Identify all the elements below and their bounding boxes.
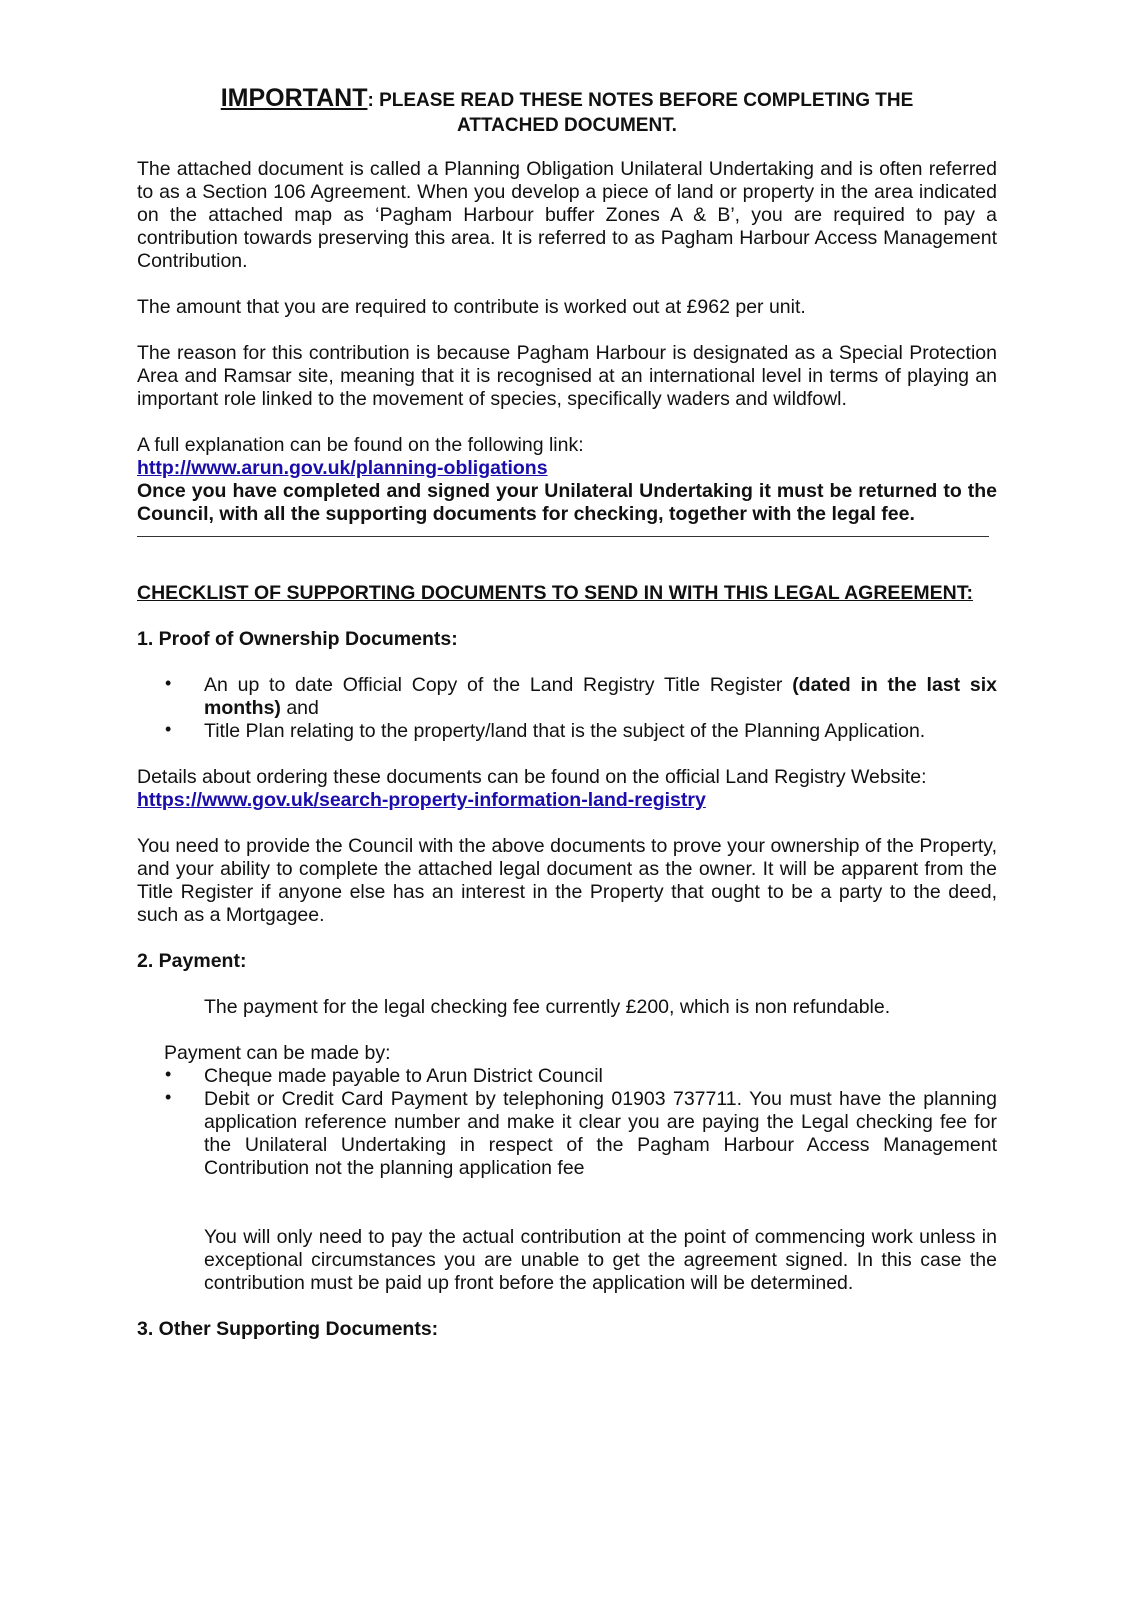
payment-methods-list [137, 1065, 997, 1180]
payment-intro: Payment can be made by: [164, 1042, 391, 1064]
title-line2: ATTACHED DOCUMENT. [457, 115, 677, 136]
bullet-2-text: Title Plan relating to the property/land that is the subject of the Planning Application. [204, 720, 926, 742]
bullet-1-bold: (dated in the last six months) [204, 674, 997, 719]
bullet-1-text: An up to date Official Copy of the Land Registry Title Register [204, 674, 793, 696]
bullet-1-tail: and [280, 697, 319, 719]
document-page [137, 86, 997, 1341]
payment-bullet-2: Debit or Credit Card Payment by telephoning 01903 737711. You must have the planning application reference number and make it clear you are paying the Legal checking fee for the Unilateral Undertaking in respect of the Pagham Harbour Access Management Contribution not the planning application fee [204, 1088, 997, 1179]
checklist-heading: CHECKLIST OF SUPPORTING DOCUMENTS TO SEND IN WITH THIS LEGAL AGREEMENT: [137, 582, 973, 604]
ownership-paragraph: You need to provide the Council with the above documents to prove your ownership of the Property, and your ability to complete the attached legal document as the owner. It will be apparent from the Title Register if anyone else has an interest in the Property that ought to be a party to the deed, such as a Mortgagee. [137, 835, 997, 926]
horizontal-rule [137, 536, 989, 537]
list-item [165, 1087, 997, 1180]
section-1-heading: 1. Proof of Ownership Documents: [137, 628, 458, 650]
ownership-documents-list [137, 674, 997, 743]
section-3-heading: 3. Other Supporting Documents: [137, 1318, 439, 1340]
page-title [137, 86, 997, 138]
title-important: IMPORTANT [220, 84, 368, 112]
land-registry-details: Details about ordering these documents can be found on the official Land Registry Website: [137, 766, 927, 788]
list-item [165, 673, 997, 720]
intro-paragraph-4: A full explanation can be found on the following link: [137, 434, 584, 456]
bullet-icon: • [165, 673, 172, 693]
intro-paragraph-1: The attached document is called a Planning Obligation Unilateral Undertaking and is often referred to as a Section 106 Agreement. When you develop a piece of land or property in the area indicated on the attached map as ‘Pagham Harbour buffer Zones A & B’, you are required to pay a contribution towards preserving this area. It is referred to as Pagham Harbour Access Management Contribution. [137, 158, 997, 272]
contribution-paragraph: You will only need to pay the actual contribution at the point of commencing work unless in exceptional circumstances you are unable to get the agreement signed. In this case the contribution must be paid up front before the application will be determined. [204, 1226, 997, 1294]
bullet-icon: • [165, 1064, 172, 1084]
section-2-heading: 2. Payment: [137, 950, 247, 972]
intro-paragraph-3: The reason for this contribution is because Pagham Harbour is designated as a Special Protection Area and Ramsar site, meaning that it is recognised at an international level in terms of playing an important role linked to the movement of species, specifically waders and wildfowl. [137, 342, 997, 410]
payment-bullet-1: Cheque made payable to Arun District Council [204, 1065, 603, 1087]
legal-fee-text: The payment for the legal checking fee currently £200, which is non refundable. [204, 996, 891, 1018]
list-item [165, 1064, 997, 1088]
land-registry-link[interactable]: https://www.gov.uk/search-property-information-land-registry [137, 789, 706, 811]
planning-obligations-link[interactable]: http://www.arun.gov.uk/planning-obligations [137, 457, 548, 479]
bullet-icon: • [165, 719, 172, 739]
title-line1: : PLEASE READ THESE NOTES BEFORE COMPLETING THE [367, 90, 914, 111]
return-instructions: Once you have completed and signed your Unilateral Undertaking it must be returned to the Council, with all the supporting documents for checking, together with the legal fee. [137, 480, 997, 525]
bullet-icon: • [165, 1087, 172, 1107]
intro-paragraph-2: The amount that you are required to contribute is worked out at £962 per unit. [137, 296, 806, 318]
list-item [165, 719, 997, 743]
